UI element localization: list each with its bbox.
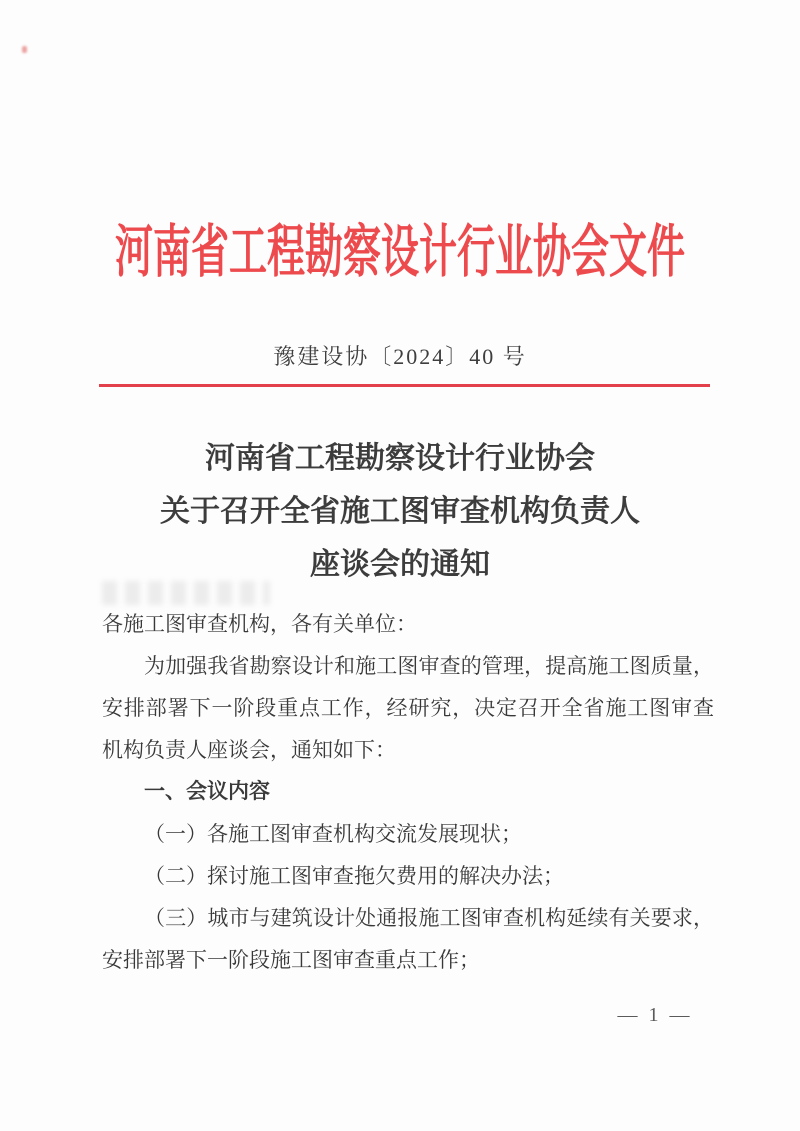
intro-paragraph-line-2: 安排部署下一阶段重点工作，经研究，决定召开全省施工图审查 xyxy=(102,696,714,720)
intro-paragraph-line-3: 机构负责人座谈会，通知如下： xyxy=(102,738,396,762)
intro-paragraph-line-1: 为加强我省勘察设计和施工图审查的管理，提高施工图质量， xyxy=(144,654,714,678)
document-title-line-2: 关于召开全省施工图审查机构负责人 xyxy=(160,495,640,528)
show-through-artifact xyxy=(102,581,270,605)
letterhead-org-title: 河南省工程勘察设计行业协会文件 xyxy=(114,221,685,285)
agenda-item-1: （一）各施工图审查机构交流发展现状； xyxy=(144,822,522,846)
document-title-line-1: 河南省工程勘察设计行业协会 xyxy=(205,442,595,475)
section-1-heading: 一、会议内容 xyxy=(144,780,270,803)
page-number: — 1 — xyxy=(617,1004,693,1026)
agenda-item-3-line-2: 安排部署下一阶段施工图审查重点工作； xyxy=(102,948,480,972)
document-body xyxy=(102,603,714,981)
document-reference-number: 豫建设协〔2024〕40 号 xyxy=(273,344,527,369)
agenda-item-2: （二）探讨施工图审查拖欠费用的解决办法； xyxy=(144,864,564,888)
salutation-line: 各施工图审查机构，各有关单位： xyxy=(102,612,417,636)
document-title xyxy=(0,432,800,591)
agenda-item-3-line-1: （三）城市与建筑设计处通报施工图审查机构延续有关要求， xyxy=(144,906,714,930)
red-separator-line xyxy=(99,384,710,387)
document-title-line-3: 座谈会的通知 xyxy=(310,548,490,581)
scan-artifact-speck xyxy=(22,46,27,53)
